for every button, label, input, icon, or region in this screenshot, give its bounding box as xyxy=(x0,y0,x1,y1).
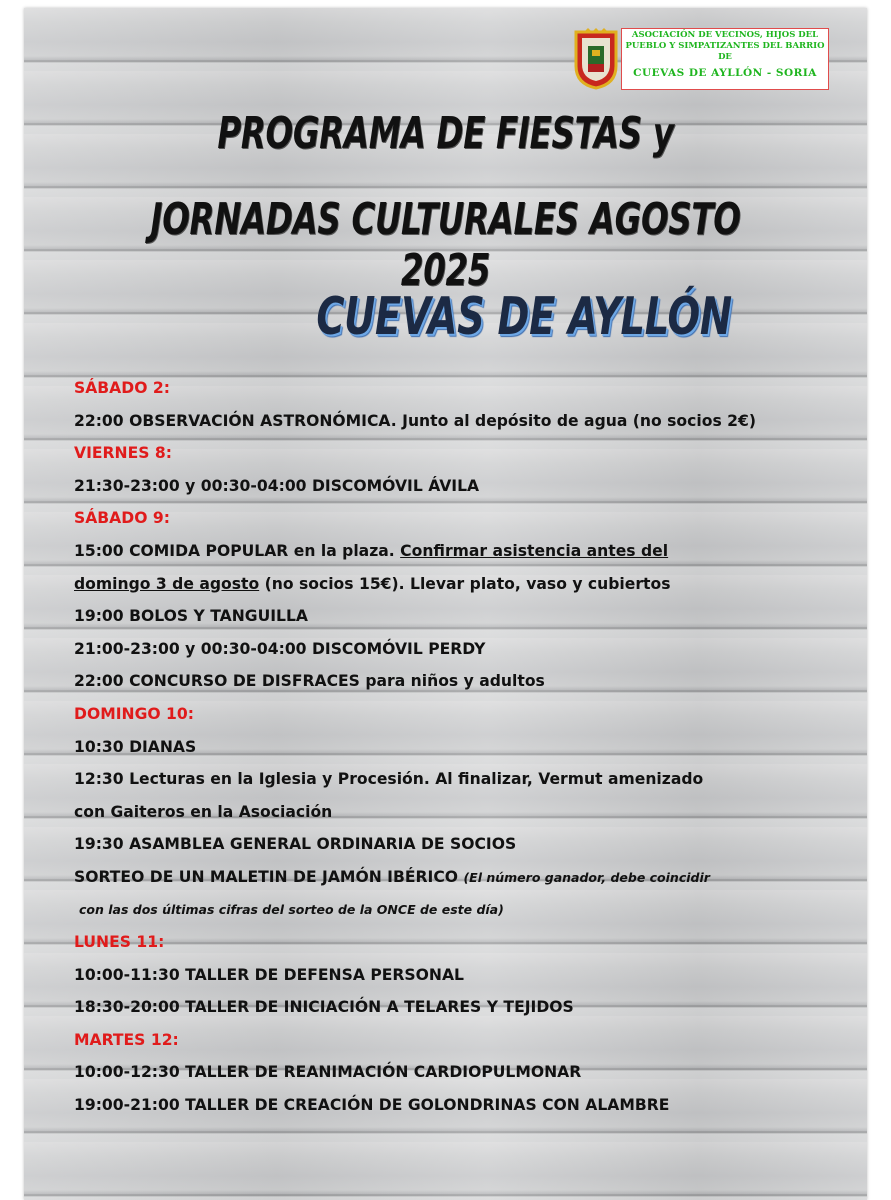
event-line xyxy=(74,568,854,601)
day-heading: SÁBADO 9: xyxy=(74,509,170,528)
program-list xyxy=(74,372,854,1122)
town-title: CUEVAS DE AYLLÓN xyxy=(316,287,732,347)
association-line: PUEBLO Y SIMPATIZANTES DEL BARRIO xyxy=(625,41,825,51)
event-detail: (no socios 15€). Llevar plato, vaso y cubiertos xyxy=(259,574,671,593)
day-heading: LUNES 11: xyxy=(74,933,165,952)
event-note: (El número ganador, debe coincidir xyxy=(463,869,710,885)
event-line: 10:30 DIANAS xyxy=(74,737,197,756)
event-title: SORTEO DE UN MALETIN DE JAMÓN IBÉRICO xyxy=(74,867,459,886)
event-line: 22:00 OBSERVACIÓN ASTRONÓMICA. Junto al depósito de agua (no socios 2€) xyxy=(74,411,756,430)
event-title: 15:00 COMIDA POPULAR xyxy=(74,541,289,560)
event-line: 10:00-12:30 TALLER DE REANIMACIÓN CARDIOPULMONAR xyxy=(74,1063,582,1082)
association-logo xyxy=(574,28,831,92)
event-detail: para niños y adultos xyxy=(359,672,545,691)
poster-title-line-1: PROGRAMA DE FIESTAS y xyxy=(217,108,674,159)
day-heading: DOMINGO 10: xyxy=(74,704,194,723)
event-line xyxy=(74,665,854,698)
association-line: CUEVAS DE AYLLÓN - SORIA xyxy=(633,67,817,79)
event-line xyxy=(74,861,854,894)
event-line: con Gaiteros en la Asociación xyxy=(74,802,333,821)
festival-poster xyxy=(24,8,867,1200)
event-detail: en la plaza. xyxy=(288,541,401,560)
event-line xyxy=(74,535,854,568)
poster-title-line-2: JORNADAS CULTURALES AGOSTO 2025 xyxy=(150,194,741,296)
event-note-line: con las dos últimas cifras del sorteo de la ONCE de este día) xyxy=(79,901,504,917)
event-line: 18:30-20:00 TALLER DE INICIACIÓN A TELARES Y TEJIDOS xyxy=(74,998,574,1017)
event-line: 19:00-21:00 TALLER DE CREACIÓN DE GOLONDRINAS CON ALAMBRE xyxy=(74,1096,670,1115)
event-line: 12:30 Lecturas en la Iglesia y Procesión. Al finalizar, Vermut amenizado xyxy=(74,770,704,789)
day-heading: MARTES 12: xyxy=(74,1030,179,1049)
association-line: DE xyxy=(718,52,732,62)
association-name-box xyxy=(621,28,829,90)
event-line: 10:00-11:30 TALLER DE DEFENSA PERSONAL xyxy=(74,965,464,984)
event-detail-underlined: Confirmar asistencia antes del xyxy=(400,541,669,560)
day-heading: SÁBADO 2: xyxy=(74,379,170,397)
day-heading: VIERNES 8: xyxy=(74,444,172,463)
event-line: 21:00-23:00 y 00:30-04:00 DISCOMÓVIL PERDY xyxy=(74,639,486,658)
event-detail-underlined: domingo 3 de agosto xyxy=(74,574,260,593)
coat-of-arms-icon xyxy=(574,28,618,90)
association-line: ASOCIACIÓN DE VECINOS, HIJOS DEL xyxy=(631,30,819,40)
event-line: 19:30 ASAMBLEA GENERAL ORDINARIA DE SOCIOS xyxy=(74,835,517,854)
event-title: 22:00 CONCURSO DE DISFRACES xyxy=(74,672,360,691)
event-line: 19:00 BOLOS Y TANGUILLA xyxy=(74,607,308,626)
event-line: 21:30-23:00 y 00:30-04:00 DISCOMÓVIL ÁVILA xyxy=(74,476,480,495)
